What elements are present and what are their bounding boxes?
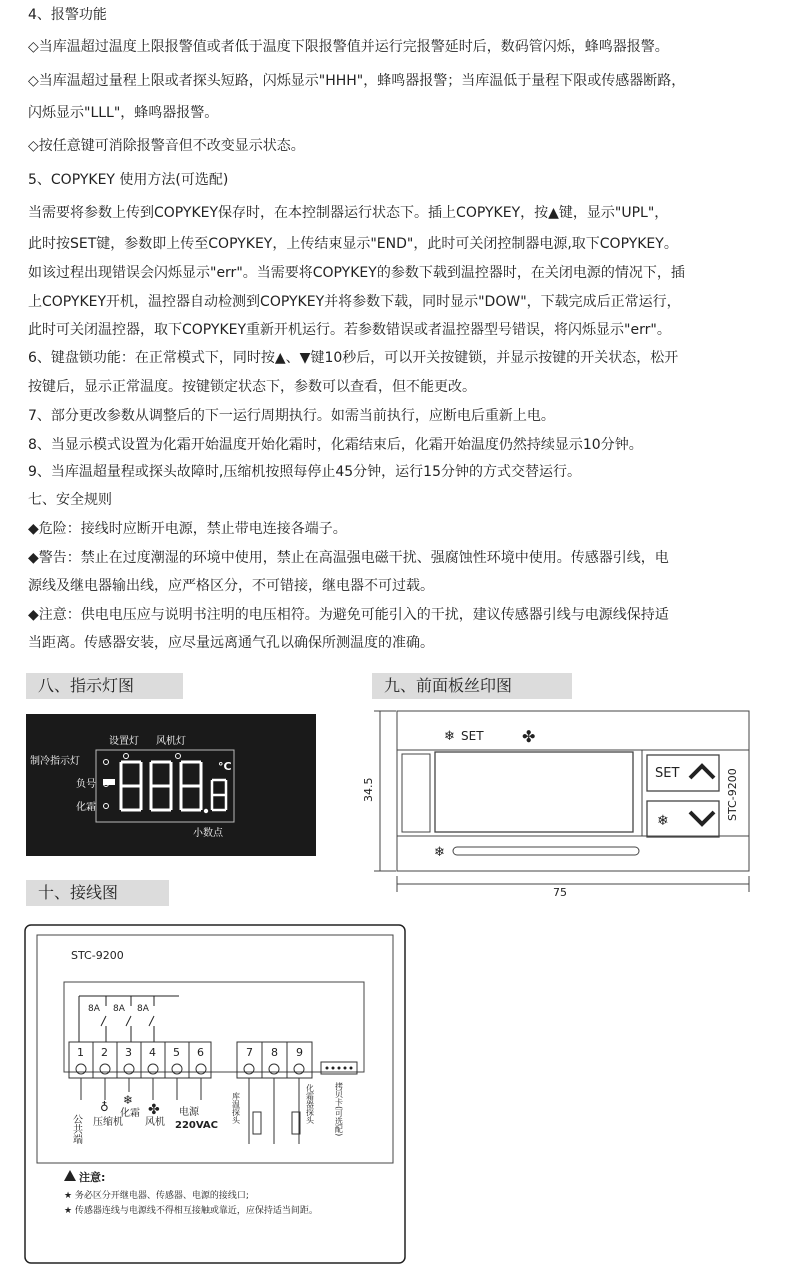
defrost-icon: ❄: [123, 1093, 134, 1107]
wiring-model-label: STC-9200: [71, 949, 124, 962]
keylock-line-1: 6、键盘锁功能：在正常模式下，同时按▲、▼键10秒后，可以开关按键锁，并显示按键的开关状态，松开: [28, 350, 679, 366]
copykey-line-2: 此时按SET键，参数即上传至COPYKEY，上传结束显示"END"，此时可关闭控制器电源,取下COPYKEY。: [28, 236, 678, 252]
defrost-light-label: 设置灯: [109, 736, 139, 747]
copykey-line-4: 上COPYKEY开机，温控器自动检测到COPYKEY并将参数下载，同时显示"DOW"，下载完成后正常运行，: [28, 294, 681, 310]
defrost-label: 化霜: [76, 802, 96, 813]
voltage-label: 220VAC: [175, 1120, 219, 1131]
terminal-4: 4: [149, 1046, 156, 1059]
compressor-label: 压缩机: [93, 1117, 123, 1128]
item-8: 8、当显示模式设置为化霜开始温度开始化霜时，化霜结束后，化霜开始温度仍然持续显示10分钟。: [28, 437, 643, 453]
warning-line-2: 源线及继电器输出线，应严格区分，不可错接，继电器不可过载。: [28, 578, 434, 594]
copy-card-label: 拷贝卡(可选配): [334, 1082, 344, 1137]
front-panel-diagram: [360, 706, 755, 902]
terminal-3: 3: [125, 1046, 132, 1059]
decimal-dot: [204, 809, 208, 813]
down-snowflake-icon: ❄: [657, 813, 669, 829]
item-7: 7、部分更改参数从调整后的下一运行周期执行。如需当前执行，应断电后重新上电。: [28, 408, 555, 424]
wiring-section-title: 十、接线图: [26, 880, 169, 906]
decimal-point-label: 小数点: [193, 828, 223, 839]
fan-light-label: 风机灯: [156, 736, 186, 747]
height-dim-label: 34.5: [362, 777, 375, 802]
bottom-snowflake-icon: ❄: [434, 845, 445, 860]
indicator-section-title: 八、指示灯图: [26, 673, 183, 699]
terminal-6: 6: [197, 1046, 204, 1059]
defrost-probe-label: 化霜器探头: [305, 1084, 315, 1124]
section-7-title: 七、安全规则: [28, 492, 112, 508]
minus-segment: [103, 779, 115, 785]
terminal-9: 9: [296, 1046, 303, 1059]
terminal-2: 2: [101, 1046, 108, 1059]
notice-line-2: 当距离。传感器安装，应尽量远离通气孔以确保所测温度的准确。: [28, 635, 434, 651]
warning-line-1: ◆警告：禁止在过度潮湿的环境中使用，禁止在高温强电磁干扰、强腐蚀性环境中使用。传感器引线，电: [28, 550, 669, 566]
terminal-8: 8: [271, 1046, 278, 1059]
set-button-label: SET: [655, 766, 680, 781]
notice-line-1: ◆注意：供电电压应与说明书注明的电压相符。为避免可能引入的干扰，建议传感器引线与电源线保持适: [28, 607, 669, 623]
copykey-line-3: 如该过程出现错误会闪烁显示"err"。当需要将COPYKEY的参数下载到温控器时，在关闭电源的情况下，插: [28, 265, 685, 281]
svg-text:8A: 8A: [113, 1004, 125, 1014]
svg-text:8A: 8A: [88, 1004, 100, 1014]
panel-model-label: STC-9200: [726, 768, 739, 821]
panel-set-label: SET: [461, 729, 484, 743]
width-dim-label: 75: [553, 886, 567, 899]
terminal-1: 1: [77, 1046, 84, 1059]
cooling-indicator-label: 制冷指示灯: [30, 756, 80, 767]
panel-snowflake-icon: ❄: [444, 729, 455, 744]
keylock-line-2: 按键后，显示正常温度。按键锁定状态下，参数可以查看，但不能更改。: [28, 379, 476, 395]
panel-section-title: 九、前面板丝印图: [372, 673, 572, 699]
copykey-line-5: 此时可关闭温控器，取下COPYKEY重新开机运行。若参数错误或者温控器型号错误，将闪烁显示"err"。: [28, 322, 671, 338]
alarm-line-1: ◇当库温超过温度上限报警值或者低于温度下限报警值并运行完报警延时后，数码管闪烁，蜂鸣器报警。: [28, 39, 669, 55]
room-probe-label: 库温探头: [231, 1092, 241, 1124]
section-5-title: 5、COPYKEY 使用方法(可选配): [28, 172, 229, 188]
item-9: 9、当库温超量程或探头故障时,压缩机按照每停止45分钟，运行15分钟的方式交替运行。: [28, 464, 581, 480]
wiring-diagram: [24, 924, 406, 1264]
common-label: 公共端: [70, 1114, 82, 1144]
wiring-notice-title: 注意:: [79, 1171, 106, 1184]
fan-wire-label: 风机: [145, 1117, 165, 1128]
danger-line: ◆危险：接线时应断开电源，禁止带电连接各端子。: [28, 521, 347, 537]
terminal-5: 5: [173, 1046, 180, 1059]
power-label: 电源: [179, 1107, 199, 1118]
wiring-notice-1: ★ 务必区分开继电器、传感器、电源的接线口;: [64, 1191, 249, 1201]
defrost-wire-label: 化霜: [120, 1108, 140, 1119]
panel-fan-icon: ✤: [522, 727, 536, 746]
alarm-line-2a: ◇当库温超过量程上限或者探头短路，闪烁显示"HHH"，蜂鸣器报警；当库温低于量程下限或传感器断路，: [28, 73, 686, 89]
fan-icon: ✤: [148, 1102, 160, 1118]
compressor-icon: ♁: [100, 1100, 109, 1114]
terminal-7: 7: [246, 1046, 253, 1059]
copykey-line-1: 当需要将参数上传到COPYKEY保存时，在本控制器运行状态下。插上COPYKEY，按▲键，显示"UPL"，: [28, 205, 669, 221]
wiring-notice-2: ★ 传感器连线与电源线不得相互接触或靠近，应保持适当间距。: [64, 1206, 318, 1216]
indicator-diagram: [26, 714, 316, 856]
alarm-line-3: ◇按任意键可消除报警音但不改变显示状态。: [28, 138, 305, 154]
negative-sign-label: 负号: [76, 779, 96, 790]
section-4-title: 4、报警功能: [28, 7, 107, 23]
alarm-line-2b: 闪烁显示"LLL"，蜂鸣器报警。: [28, 105, 219, 121]
svg-text:8A: 8A: [137, 1004, 149, 1014]
celsius-unit: °C: [218, 760, 232, 773]
